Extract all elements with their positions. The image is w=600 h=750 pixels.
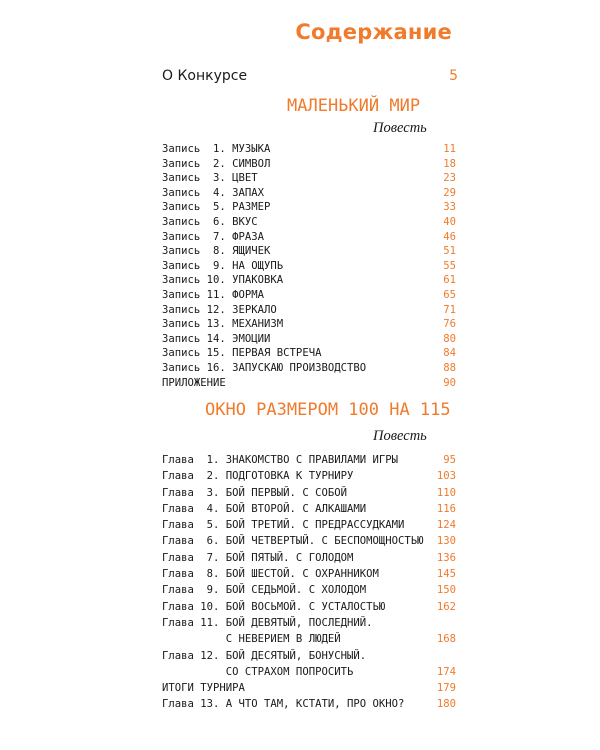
toc-entry-page: 51 (443, 245, 456, 258)
toc-entry-label: Запись 2. СИМВОЛ (162, 157, 271, 170)
toc-entry-label: Глава 1. ЗНАКОМСТВО С ПРАВИЛАМИ ИГРЫ (162, 454, 398, 466)
toc-entry[interactable] (162, 157, 456, 172)
toc-list-1 (162, 142, 456, 390)
toc-entry[interactable] (162, 533, 456, 549)
toc-entry-page: 88 (443, 361, 456, 374)
toc-entry-page: 95 (443, 454, 456, 466)
toc-entry-label: Запись 14. ЭМОЦИИ (162, 332, 271, 345)
toc-entry-label: Запись 1. МУЗЫКА (162, 143, 271, 155)
toc-list-2 (162, 452, 456, 713)
toc-entry-label: СО СТРАХОМ ПОПРОСИТЬ (162, 665, 354, 678)
toc-entry-page: 11 (443, 143, 456, 155)
toc-entry[interactable] (162, 215, 456, 230)
toc-entry-label: ПРИЛОЖЕНИЕ (162, 376, 226, 389)
toc-entry[interactable] (162, 664, 456, 680)
toc-entry-label: Запись 9. НА ОЩУПЬ (162, 259, 284, 272)
toc-entry-label: Запись 4. ЗАПАХ (162, 186, 265, 199)
toc-entry[interactable] (162, 317, 456, 332)
toc-entry-page: 103 (436, 470, 456, 483)
toc-intro-row[interactable] (162, 68, 458, 84)
toc-entry[interactable] (162, 244, 456, 259)
toc-entry[interactable] (162, 273, 456, 288)
section-title-1: МАЛЕНЬКИЙ МИР (287, 96, 421, 116)
toc-entry-label: Глава 10. БОЙ ВОСЬМОЙ. С УСТАЛОСТЬЮ (162, 600, 386, 613)
toc-entry[interactable] (162, 303, 456, 318)
toc-entry-label: Глава 3. БОЙ ПЕРВЫЙ. С СОБОЙ (162, 486, 347, 499)
toc-entry-label: Глава 2. ПОДГОТОВКА К ТУРНИРУ (162, 470, 354, 483)
toc-entry-page: 61 (443, 274, 456, 287)
toc-entry-label: Глава 9. БОЙ СЕДЬМОЙ. С ХОЛОДОМ (162, 584, 367, 597)
toc-entry-page: 80 (443, 332, 456, 345)
toc-entry-page: 40 (443, 215, 456, 228)
toc-entry-page: 18 (443, 157, 456, 170)
toc-entry-page: 130 (436, 535, 456, 548)
toc-entry-label: Запись 3. ЦВЕТ (162, 172, 258, 185)
toc-entry-page: 124 (436, 519, 456, 532)
toc-entry-page: 168 (436, 633, 456, 646)
toc-entry[interactable] (162, 332, 456, 347)
toc-entry[interactable] (162, 696, 456, 712)
toc-entry[interactable] (162, 259, 456, 274)
toc-entry[interactable] (162, 615, 456, 631)
toc-entry[interactable] (162, 501, 456, 517)
toc-entry-page: 116 (436, 502, 456, 515)
toc-entry-label: Глава 7. БОЙ ПЯТЫЙ. С ГОЛОДОМ (162, 551, 354, 564)
toc-entry-page: 29 (443, 186, 456, 199)
toc-entry[interactable] (162, 631, 456, 647)
toc-entry-page: 174 (436, 665, 456, 678)
toc-entry-label: Запись 8. ЯЩИЧЕК (162, 245, 271, 258)
section-subtitle-1: Повесть (373, 120, 427, 136)
toc-entry-page: 90 (443, 376, 456, 389)
toc-entry[interactable] (162, 142, 456, 157)
toc-entry-label: Глава 8. БОЙ ШЕСТОЙ. С ОХРАННИКОМ (162, 568, 379, 581)
toc-entry-label: Запись 6. ВКУС (162, 215, 258, 228)
toc-entry-page: 76 (443, 318, 456, 331)
toc-entry-page: 162 (436, 600, 456, 613)
toc-entry[interactable] (162, 200, 456, 215)
toc-entry-label: Глава 11. БОЙ ДЕВЯТЫЙ, ПОСЛЕДНИЙ. (162, 616, 373, 629)
toc-entry-label: С НЕВЕРИЕМ В ЛЮДЕЙ (162, 633, 341, 646)
toc-entry-page: 46 (443, 230, 456, 243)
toc-entry-label: Запись 7. ФРАЗА (162, 230, 265, 243)
toc-entry-page: 180 (436, 698, 456, 711)
toc-entry-label: Глава 4. БОЙ ВТОРОЙ. С АЛКАШАМИ (162, 502, 367, 515)
toc-entry[interactable] (162, 517, 456, 533)
toc-entry[interactable] (162, 288, 456, 303)
toc-entry-page: 23 (443, 172, 456, 185)
toc-entry-label: Запись 15. ПЕРВАЯ ВСТРЕЧА (162, 347, 322, 360)
toc-entry[interactable] (162, 171, 456, 186)
toc-entry-page: 145 (436, 568, 456, 581)
toc-entry[interactable] (162, 452, 456, 468)
page-title: Содержание (295, 20, 452, 44)
toc-entry[interactable] (162, 550, 456, 566)
toc-entry-label: Запись 12. ЗЕРКАЛО (162, 303, 277, 316)
toc-entry-page: 65 (443, 288, 456, 301)
toc-entry-label: Глава 5. БОЙ ТРЕТИЙ. С ПРЕДРАССУДКАМИ (162, 519, 405, 532)
toc-entry[interactable] (162, 599, 456, 615)
toc-entry-page: 55 (443, 259, 456, 272)
toc-entry-label: Глава 13. А ЧТО ТАМ, КСТАТИ, ПРО ОКНО? (162, 698, 405, 711)
toc-entry-page: 110 (436, 486, 456, 499)
toc-entry[interactable] (162, 468, 456, 484)
toc-entry-label: Запись 13. МЕХАНИЗМ (162, 318, 284, 331)
toc-entry-page: 150 (436, 584, 456, 597)
toc-entry[interactable] (162, 376, 456, 391)
toc-intro-page: 5 (449, 68, 458, 84)
toc-entry-label: Глава 6. БОЙ ЧЕТВЕРТЫЙ. С БЕСПОМОЩНОСТЬЮ (162, 535, 424, 548)
section-subtitle-2: Повесть (373, 428, 427, 444)
toc-entry-page: 84 (443, 347, 456, 360)
toc-entry[interactable] (162, 680, 456, 696)
toc-entry[interactable] (162, 186, 456, 201)
toc-entry-label: Запись 5. РАЗМЕР (162, 201, 271, 214)
toc-entry[interactable] (162, 582, 456, 598)
toc-entry[interactable] (162, 230, 456, 245)
toc-entry[interactable] (162, 566, 456, 582)
toc-entry-page: 71 (443, 303, 456, 316)
toc-entry-label: ИТОГИ ТУРНИРА (162, 682, 245, 695)
toc-entry[interactable] (162, 648, 456, 664)
toc-entry-page: 33 (443, 201, 456, 214)
section-title-2: ОКНО РАЗМЕРОМ 100 НА 115 (205, 400, 451, 420)
toc-entry-page: 136 (436, 551, 456, 564)
toc-intro-label: О Конкурсе (162, 68, 248, 84)
toc-entry-page: 179 (436, 682, 456, 695)
toc-entry[interactable] (162, 346, 456, 361)
toc-entry-label: Запись 16. ЗАПУСКАЮ ПРОИЗВОДСТВО (162, 361, 367, 374)
toc-entry[interactable] (162, 361, 456, 376)
toc-entry[interactable] (162, 485, 456, 501)
toc-entry-label: Запись 10. УПАКОВКА (162, 274, 284, 287)
toc-entry-label: Запись 11. ФОРМА (162, 288, 265, 301)
toc-entry-label: Глава 12. БОЙ ДЕСЯТЫЙ, БОНУСНЫЙ. (162, 649, 367, 662)
